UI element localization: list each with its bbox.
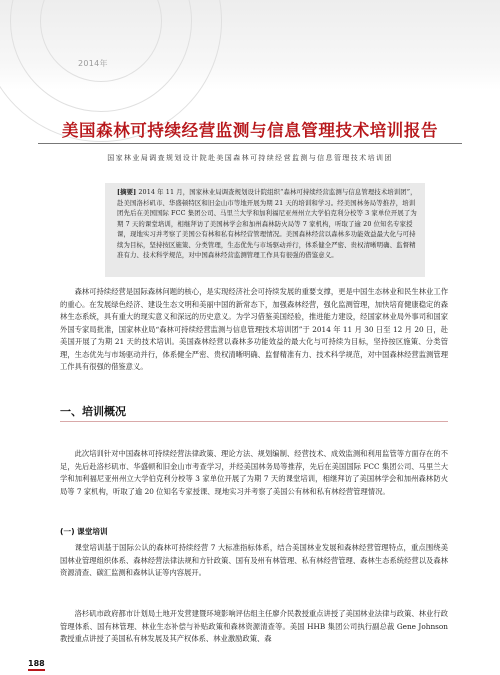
title-divider — [38, 143, 462, 144]
section-heading: 一、培训概况 — [60, 405, 126, 418]
article-title: 美国森林可持续经营监测与信息管理技术培训报告 — [61, 121, 439, 140]
decorative-header-background — [0, 0, 500, 90]
abstract-text: 2014 年 11 月，国家林业局调查规划设计院组织“森林可持续经营监测与信息管理技术培训团”，赴美国洛杉矶市、华盛顿特区和旧金山市等地开展为期 21 天的培训和学习。经美国林务局等推荐，培训团先后在美国国际 FCC 集团公司、马里兰大学和加利福尼亚州州立大学伯克利分校等 3 家单位开展了为期 7 天的课堂培训，相继拜访了美国林学会和加州森林防火局等 7 家机构，听取了逾 20 位知名专家授课，现地实习并考察了美国公有林和私有林经营管理情况。美国森林经营以森林多功能效益最大化与可持续为目标，坚持按区施策、分类管理，生态优先与市场驱动并行，体系健全严密、贵权清晰明确、监督精准有力、技术科学规范，对中国森林经营监测管理工作具有很强的借鉴意义。 — [117, 188, 417, 259]
section-divider — [60, 421, 448, 422]
classroom-paragraph: 课堂培训基于国际公认的森林可持续经营 7 大标准指标体系，结合美国林业发展和森林经营管理特点，重点围绕美国林业管理组织体系、森林经营法律法规和方针政策、国有及州有林管理、私有林经营管理、森林生态系统经营以及森林资源清查、碳汇监测和森林认证等内容展开。 — [60, 543, 448, 577]
abstract-label: [摘要] — [117, 188, 137, 196]
year-badge: 2014年 — [78, 59, 108, 68]
overview-paragraph: 此次培训针对中国森林可持续经营法律政策、理论方法、规划编制、经营技术、成效监测和利用监管等方面存在的不足，先后赴洛杉矶市、华盛顿和旧金山市考查学习，并经美国林务局等推荐，先后在美国国际 FCC 集团公司、马里兰大学和加利福尼亚州州立大学伯克利分校等 3 家单位开展了为期 7 天的课堂培训，相继拜访了美国林学会和加州森林防火局等 7 家机构，听取了逾 20 位知名专家授课、现地实习并考察了美国公有林和私有林经营管理情况。 — [60, 449, 448, 496]
page-number: 188 — [28, 659, 45, 671]
abstract-box — [105, 183, 425, 277]
intro-paragraph: 森林可持续经营是国际森林问题的核心，是实现经济社会可持续发展的重要支撑，更是中国生态林业和民生林业工作的重心。在发展绿色经济、建设生态文明和美丽中国的新常态下，加强森林经营，强化监测管理，加快培育健康稳定的森林生态系统，具有重大的现实意义和深远的历史意义。为学习借鉴美国经验，推进能力建设，经国家林业局外事司和国家外国专家局批准，国家林业局“森林可持续经营监测与信息管理技术培训团”于 2014 年 11 月 30 日至 12 月 20 日，赴美国开展了为期 21 天的技术培训。美国森林经营以森林多功能效益的最大化与可持续为目标，坚持按区施策、分类管理，生态优先与市场驱动并行，体系健全严密、贵权清晰明确、监督精准有力、技术科学规范，对中国森林经营监测管理工作具有很强的借鉴意义。 — [60, 287, 448, 371]
author-line: 国家林业局调查规划设计院赴美国森林可持续经营监测与信息管理技术培训团 — [107, 154, 393, 162]
classroom-paragraph-2: 洛杉矶市政府都市计划局土地开发营建暨环境影响评估组主任廖介民教授重点讲授了美国林业法律与政策、林业行政管理体系、国有林管理、林业生态补偿与补贴政策和森林资源清查等。美国 HHB 集团公司执行副总裁 Gene Johnson 教授重点讲授了美国私有林发展及其产权体系、林业激励政策、森 — [60, 609, 448, 643]
subsection-heading: (一) 课堂培训 — [60, 527, 108, 536]
